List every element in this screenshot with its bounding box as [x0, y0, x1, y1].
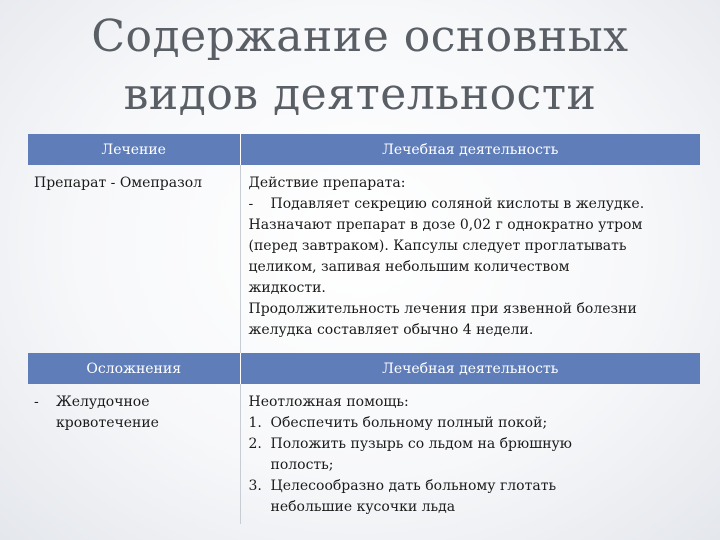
action-title: Действие препарата: — [248, 175, 406, 191]
help-step — [249, 434, 695, 476]
step-text: полость; — [270, 457, 334, 473]
table-row — [28, 165, 700, 347]
table-row — [28, 384, 700, 524]
action-line: целиком, запивая небольшим количеством — [248, 259, 570, 275]
step-text: небольшие кусочки льда — [270, 499, 456, 515]
table-header-row — [28, 134, 700, 165]
complication-line: Желудочное — [56, 394, 150, 410]
action-item — [249, 194, 695, 215]
action-line: (перед завтраком). Капсулы следует проглатывать — [248, 238, 627, 254]
emergency-help-cell — [240, 384, 700, 524]
header-complications: Осложнения — [28, 353, 240, 384]
dash-marker: - — [248, 196, 254, 212]
drug-name: Препарат - Омепразол — [34, 175, 203, 191]
activity-table — [28, 134, 700, 524]
action-line: желудка составляет обычно 4 недели. — [248, 322, 534, 338]
action-line: жидкости. — [248, 280, 326, 296]
slide-title-line2: видов деятельности — [123, 69, 597, 120]
step-text: Обеспечить больному полный покой; — [270, 415, 548, 431]
complication-line: кровотечение — [56, 415, 159, 431]
dash-marker: - — [34, 394, 39, 410]
complication-item — [34, 392, 234, 434]
slide-title — [0, 8, 720, 124]
drug-cell — [28, 165, 240, 347]
help-step — [249, 413, 695, 434]
help-title: Неотложная помощь: — [248, 394, 409, 410]
slide-title-line1: Содержание основных — [91, 11, 629, 62]
drug-action-cell — [240, 165, 700, 347]
table-header-row — [28, 353, 700, 384]
header-medical-activity: Лечебная деятельность — [240, 134, 700, 165]
action-line: Подавляет секрецию соляной кислоты в желудке. — [270, 196, 645, 212]
step-number: 2. — [248, 436, 262, 452]
step-text: Положить пузырь со льдом на брюшную — [270, 436, 572, 452]
header-treatment: Лечение — [28, 134, 240, 165]
complication-cell — [28, 384, 240, 524]
action-line: Продолжительность лечения при язвенной болезни — [248, 301, 637, 317]
header-medical-activity-2: Лечебная деятельность — [240, 353, 700, 384]
step-number: 3. — [248, 478, 262, 494]
step-number: 1. — [248, 415, 262, 431]
help-step — [249, 476, 695, 518]
action-line: Назначают препарат в дозе 0,02 г однократно утром — [248, 217, 643, 233]
step-text: Целесообразно дать больному глотать — [270, 478, 557, 494]
